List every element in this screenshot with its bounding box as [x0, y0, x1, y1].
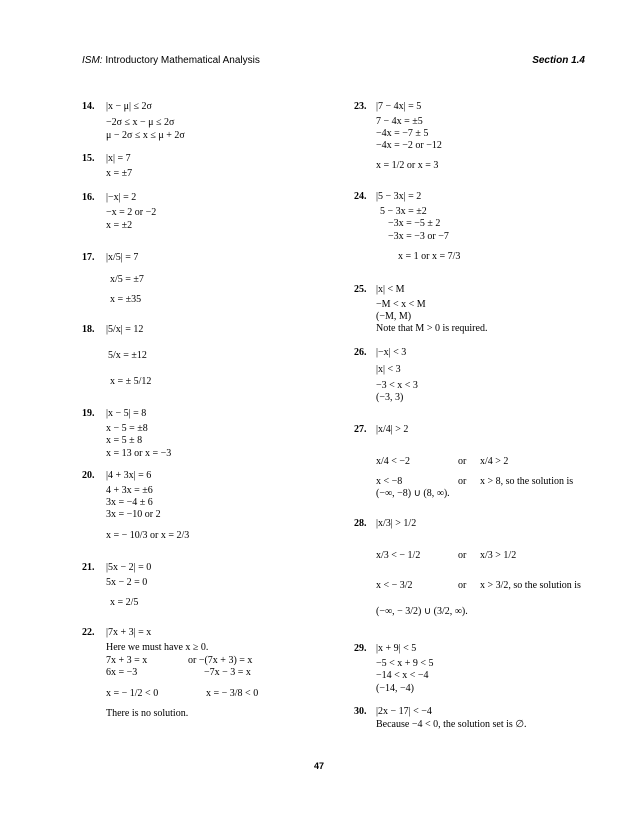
solution-line: x = ± 5/12	[110, 376, 152, 387]
solution-line: Because −4 < 0, the solution set is ∅.	[376, 719, 527, 730]
problem-number: 26.	[354, 347, 367, 358]
solution-line: 7 − 4x = ±5	[376, 116, 423, 127]
solution-line: x/5 = ±7	[110, 274, 144, 285]
problem-number: 23.	[354, 101, 367, 112]
solution-line: (−14, −4)	[376, 683, 414, 694]
problem-number: 15.	[82, 153, 95, 164]
solution-line: x/3 < − 1/2	[376, 550, 421, 561]
solution-line: |5 − 3x| = 2	[376, 191, 422, 202]
solution-line: −3x = −3 or −7	[388, 231, 449, 242]
solution-line: or −(7x + 3) = x	[188, 655, 253, 666]
solution-line: −7x − 3 = x	[204, 667, 251, 678]
solution-line: x = − 1/2 < 0	[106, 688, 159, 699]
solution-line: (−M, M)	[376, 311, 412, 322]
solution-line: or	[458, 550, 467, 561]
solution-line: Note that M > 0 is required.	[376, 323, 488, 334]
solution-line: Here we must have x ≥ 0.	[106, 642, 209, 653]
solution-line: |−x| < 3	[376, 347, 407, 358]
solution-line: (−∞, −8) ∪ (8, ∞).	[376, 488, 450, 499]
solution-line: x = 2/5	[110, 597, 139, 608]
solution-line: |5x − 2| = 0	[106, 562, 152, 573]
problem-number: 27.	[354, 424, 367, 435]
solution-line: x < −8	[376, 476, 403, 487]
problem-number: 22.	[82, 627, 95, 638]
solution-line: x = ±2	[106, 220, 133, 231]
page-number: 47	[313, 761, 324, 771]
solution-line: x = ±35	[110, 294, 142, 305]
solution-line: |x| = 7	[106, 153, 131, 164]
solution-line: x = 1/2 or x = 3	[376, 160, 439, 171]
solution-line: x > 3/2, so the solution is	[480, 580, 581, 591]
problem-number: 19.	[82, 408, 95, 419]
problem-number: 24.	[354, 191, 367, 202]
solution-line: −2σ ≤ x − μ ≤ 2σ	[106, 117, 175, 128]
solution-line: or	[458, 580, 467, 591]
solution-line: |7 − 4x| = 5	[376, 101, 422, 112]
solution-line: 5 − 3x = ±2	[380, 206, 427, 217]
problem-number: 17.	[82, 252, 95, 263]
solution-line: x − 5 = ±8	[106, 423, 148, 434]
solution-line: |x| < 3	[376, 364, 401, 375]
solution-line: or	[458, 456, 467, 467]
solution-line: |x/3| > 1/2	[376, 518, 417, 529]
solution-line: −4x = −2 or −12	[376, 140, 442, 151]
solution-line: or	[458, 476, 467, 487]
solution-line: −5 < x + 9 < 5	[376, 658, 434, 669]
problem-number: 20.	[82, 470, 95, 481]
solution-line: x = ±7	[106, 168, 133, 179]
solution-line: 5x − 2 = 0	[106, 577, 148, 588]
solution-line: |x + 9| < 5	[376, 643, 417, 654]
solution-line: x = 1 or x = 7/3	[398, 251, 461, 262]
solution-line: −4x = −7 ± 5	[376, 128, 429, 139]
solution-line: μ − 2σ ≤ x ≤ μ + 2σ	[106, 130, 185, 141]
solution-line: −14 < x < −4	[376, 670, 429, 681]
solution-line: −3x = −5 ± 2	[388, 218, 441, 229]
solution-line: x/4 < −2	[376, 456, 411, 467]
solution-line: 3x = −4 ± 6	[106, 497, 153, 508]
problem-number: 29.	[354, 643, 367, 654]
solution-line: |x| < M	[376, 284, 405, 295]
solution-line: |4 + 3x| = 6	[106, 470, 152, 481]
solution-line: |x − μ| ≤ 2σ	[106, 101, 152, 112]
solution-line: (−∞, − 3/2) ∪ (3/2, ∞).	[376, 606, 468, 617]
problem-number: 21.	[82, 562, 95, 573]
problem-number: 16.	[82, 192, 95, 203]
solution-line: x/4 > 2	[480, 456, 509, 467]
solution-line: 6x = −3	[106, 667, 138, 678]
solution-line: −3 < x < 3	[376, 380, 418, 391]
solution-line: There is no solution.	[106, 708, 189, 719]
solution-line: |7x + 3| = x	[106, 627, 152, 638]
running-header-section: Section 1.4	[532, 55, 585, 66]
solution-line: x = 13 or x = −3	[106, 448, 172, 459]
problem-number: 28.	[354, 518, 367, 529]
solution-line: 4 + 3x = ±6	[106, 485, 153, 496]
solution-line: |x/5| = 7	[106, 252, 139, 263]
solution-line: x = − 3/8 < 0	[206, 688, 259, 699]
problem-number: 25.	[354, 284, 367, 295]
book-abbrev: ISM:	[82, 55, 103, 66]
running-header-title	[82, 55, 260, 66]
problem-number: 14.	[82, 101, 95, 112]
solution-line: x = − 10/3 or x = 2/3	[106, 530, 190, 541]
solution-line: |−x| = 2	[106, 192, 137, 203]
solution-line: 7x + 3 = x	[106, 655, 148, 666]
book-title: Introductory Mathematical Analysis	[105, 55, 260, 66]
problem-number: 30.	[354, 706, 367, 717]
solution-line: −M < x < M	[376, 299, 426, 310]
solution-line: x/3 > 1/2	[480, 550, 517, 561]
problem-number: 18.	[82, 324, 95, 335]
solution-line: −x = 2 or −2	[106, 207, 157, 218]
solution-line: |x − 5| = 8	[106, 408, 147, 419]
solution-line: 3x = −10 or 2	[106, 509, 161, 520]
solution-line: 5/x = ±12	[108, 350, 147, 361]
solution-line: |5/x| = 12	[106, 324, 144, 335]
solution-line: |2x − 17| < −4	[376, 706, 432, 717]
solution-line: x < − 3/2	[376, 580, 413, 591]
solution-line: x > 8, so the solution is	[480, 476, 574, 487]
solution-line: (−3, 3)	[376, 392, 404, 403]
solution-line: x = 5 ± 8	[106, 435, 143, 446]
solution-line: |x/4| > 2	[376, 424, 409, 435]
